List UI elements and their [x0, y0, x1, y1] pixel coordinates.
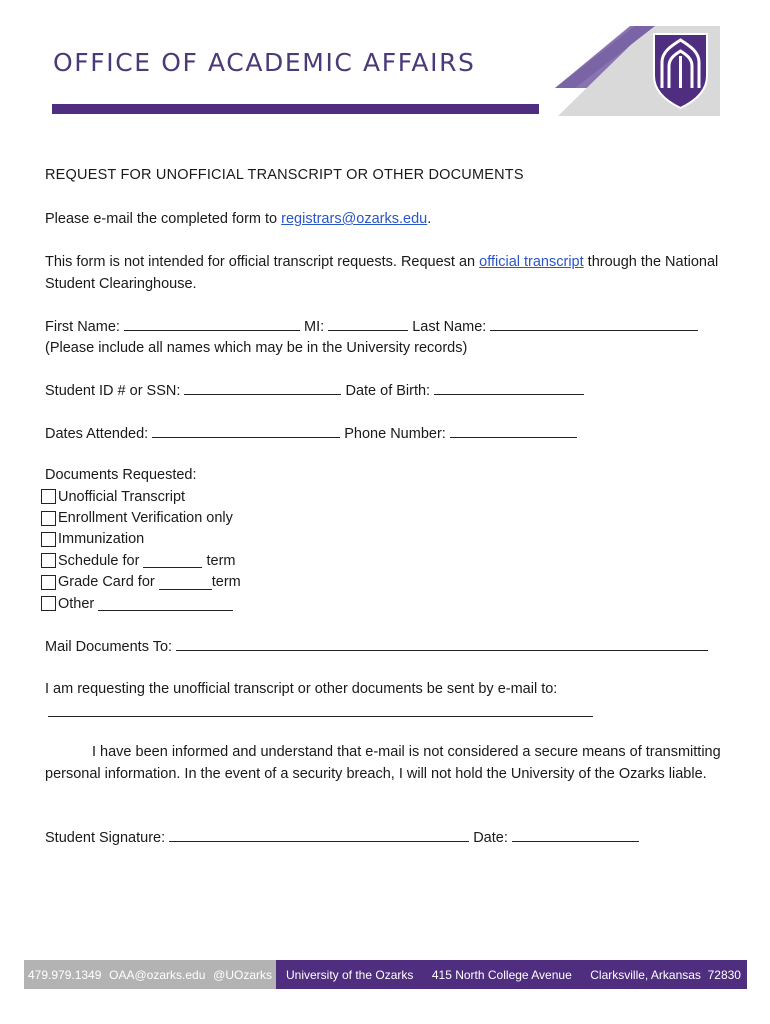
page-footer	[24, 960, 747, 989]
phone-field[interactable]	[450, 423, 577, 438]
first-name-field[interactable]	[124, 316, 300, 331]
immunization-label: Immunization	[58, 531, 145, 548]
documents-checklist	[41, 486, 241, 614]
schedule-label: Schedule for	[58, 552, 140, 569]
footer-contact	[24, 960, 276, 989]
date-label: Date:	[473, 830, 508, 846]
enrollment-verification-checkbox[interactable]	[41, 511, 56, 526]
signature-field[interactable]	[169, 827, 469, 842]
grade-card-label: Grade Card for	[58, 574, 155, 591]
last-name-label: Last Name:	[412, 319, 487, 335]
email-instruction-text: Please e-mail the completed form to	[45, 211, 282, 227]
enrollment-verification-label: Enrollment Verification only	[58, 510, 233, 527]
office-title: OFFICE OF ACADEMIC AFFAIRS	[53, 48, 476, 77]
mail-documents-row	[45, 636, 725, 659]
first-name-label: First Name:	[45, 319, 120, 335]
footer-handle: @UOzarks	[213, 967, 272, 982]
mi-field[interactable]	[328, 316, 408, 331]
dob-field[interactable]	[434, 380, 584, 395]
grade-card-checkbox[interactable]	[41, 575, 56, 590]
footer-street: 415 North College Avenue	[431, 967, 572, 982]
checklist-item-enrollment	[41, 507, 241, 528]
name-fields	[45, 316, 725, 339]
other-label: Other	[58, 595, 95, 612]
registrar-email-link[interactable]: registrars@ozarks.edu	[281, 211, 428, 227]
email-request-field[interactable]	[48, 702, 593, 717]
student-id-label: Student ID # or SSN:	[45, 383, 181, 399]
email-instruction-end: .	[427, 211, 432, 227]
grade-card-term-field[interactable]	[159, 575, 212, 590]
checklist-item-schedule	[41, 550, 241, 571]
dates-attended-field[interactable]	[152, 423, 340, 438]
date-field[interactable]	[512, 827, 639, 842]
security-disclaimer: I have been informed and understand that e-mail is not considered a secure means of transmitting personal information. In the event of a security breach, I will not hold the University of the Ozarks liable.	[45, 744, 721, 782]
university-shield-logo	[555, 26, 720, 116]
dob-label: Date of Birth:	[345, 383, 431, 399]
mail-documents-label: Mail Documents To:	[45, 639, 173, 655]
dates-phone-row	[45, 423, 725, 446]
footer-city: Clarksville, Arkansas 72830	[590, 967, 741, 982]
footer-email: OAA@ozarks.edu	[109, 967, 206, 982]
dates-attended-label: Dates Attended:	[45, 426, 149, 442]
schedule-term-label: term	[206, 552, 236, 569]
student-id-row	[45, 380, 725, 403]
other-checkbox[interactable]	[41, 596, 56, 611]
checklist-item-immunization	[41, 529, 241, 550]
official-transcript-link[interactable]: official transcript	[479, 254, 584, 270]
footer-address	[276, 960, 747, 989]
checklist-item-unofficial	[41, 486, 241, 507]
form-title: REQUEST FOR UNOFFICIAL TRANSCRIPT OR OTHER DOCUMENTS	[45, 167, 524, 183]
signature-label: Student Signature:	[45, 830, 166, 846]
unofficial-transcript-label: Unofficial Transcript	[58, 488, 186, 505]
footer-university: University of the Ozarks	[286, 967, 414, 982]
last-name-field[interactable]	[490, 316, 698, 331]
mi-label: MI:	[303, 319, 325, 335]
notice-text-end: through the National Student Clearinghouse.	[45, 254, 719, 292]
signature-row	[45, 827, 725, 850]
email-request-text: I am requesting the unofficial transcript or other documents be sent by e-mail to:	[45, 681, 558, 697]
mail-documents-field[interactable]	[176, 636, 708, 651]
schedule-checkbox[interactable]	[41, 553, 56, 568]
grade-card-term-label: term	[211, 574, 241, 591]
student-id-field[interactable]	[184, 380, 341, 395]
unofficial-transcript-checkbox[interactable]	[41, 489, 56, 504]
other-field[interactable]	[98, 596, 233, 611]
phone-label: Phone Number:	[344, 426, 446, 442]
checklist-item-grade-card	[41, 572, 241, 593]
schedule-term-field[interactable]	[143, 553, 202, 568]
notice-text: This form is not intended for official transcript requests. Request an	[45, 254, 480, 270]
official-transcript-notice	[45, 252, 725, 295]
immunization-checkbox[interactable]	[41, 532, 56, 547]
header-divider-bar	[52, 104, 539, 114]
names-note: (Please include all names which may be in the University records)	[45, 340, 468, 356]
documents-requested-label: Documents Requested:	[45, 467, 197, 483]
checklist-item-other	[41, 593, 241, 614]
footer-phone: 479.979.1349	[28, 967, 102, 982]
email-instruction	[45, 209, 725, 231]
